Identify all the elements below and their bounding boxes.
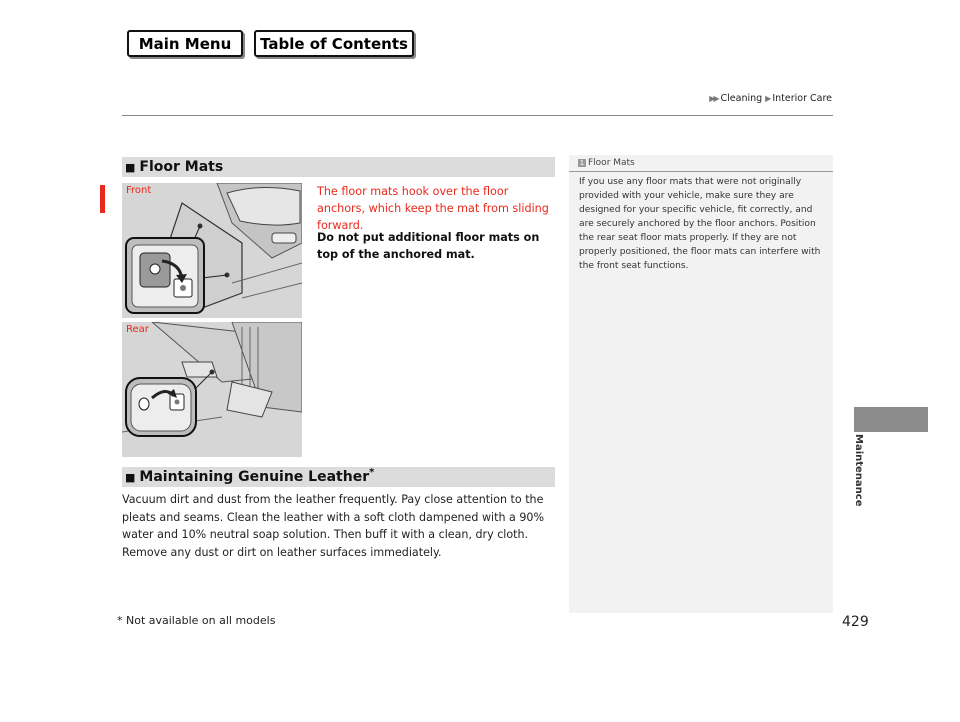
breadcrumb-cleaning[interactable]: Cleaning [720,93,763,104]
section-square-icon: ■ [125,160,136,174]
rear-mat-illustration [122,322,302,457]
main-menu-button[interactable]: Main Menu [127,30,243,57]
footnote: * Not available on all models [117,614,276,627]
chapter-tab-label [852,434,872,514]
note-body: If you use any floor mats that were not originally provided with your vehicle, make sure they are designed for your specific vehicle, fit correctly, and are securely anchored by the floor anchors. Position the rear seat floor mats properly. If they are not properly positioned, the floor mats can interfere with the front seat functions. [579,177,821,271]
rear-floor-mat-image [122,322,302,457]
front-floor-mat-image [122,183,302,318]
breadcrumb [709,93,832,104]
page-number: 429 [842,614,869,630]
breadcrumb-arrow-icon: ▶▶ [709,94,718,103]
note-title: Floor Mats [588,158,635,168]
floor-mat-warning: Do not put additional floor mats on top of the anchored mat. [317,231,540,261]
note-heading [578,158,635,168]
floor-mats-heading-text: Floor Mats [139,159,224,175]
breadcrumb-interior-care[interactable]: Interior Care [772,93,832,104]
breadcrumb-arrow-icon: ▶ [765,94,770,103]
rear-label: Rear [126,324,149,335]
section-square-icon: ■ [125,470,136,484]
chapter-tab-text: Maintenance [853,434,864,507]
sidebar-note [569,155,833,613]
chapter-tab[interactable] [854,407,928,432]
leather-heading [122,467,555,487]
leather-heading-text: Maintaining Genuine Leather [139,469,370,485]
note-number-icon: 1 [579,159,585,167]
table-of-contents-button[interactable]: Table of Contents [254,30,414,57]
leather-care-text: Vacuum dirt and dust from the leather frequently. Pay close attention to the pleats and seams. Clean the leather with a soft cloth dampened with a 90% water and 10% neutral soap solution. Then buff it with a clean, dry cloth. Remove any dust or dirt on leather surfaces immediately. [122,493,544,559]
section-marker [100,185,105,213]
header-divider [122,115,833,116]
footnote-asterisk[interactable]: * [369,466,375,478]
note-divider [569,171,833,172]
front-label: Front [126,185,152,196]
front-mat-illustration [122,183,302,318]
floor-mats-heading [122,157,555,177]
floor-anchor-note: The floor mats hook over the floor anchors, which keep the mat from sliding forward. [317,185,549,232]
